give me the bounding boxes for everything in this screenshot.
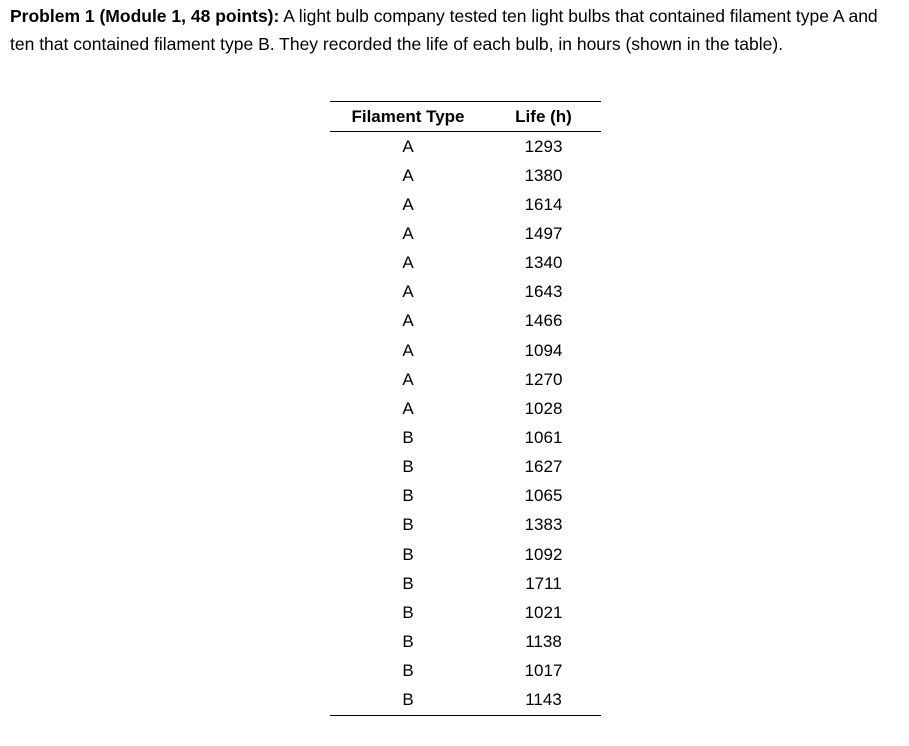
problem-text: A light bulb company tested ten light bulbs that contained filament type A and ten that contained filament type B. They recorded the life of each bulb, in hours (shown in the table). [10,6,878,54]
table-row [330,598,601,627]
table-row [330,307,601,336]
cell-life: 1017 [524,661,563,681]
cell-filament-type: B [402,544,414,564]
cell-filament-type: B [402,486,414,506]
cell-filament-type: B [330,686,486,716]
cell-life: 1143 [486,686,601,716]
header-life: Life (h) [486,102,601,132]
cell-life: 1627 [524,457,563,477]
cell-life: 1293 [524,136,563,156]
cell-filament-type: A [402,398,414,418]
table-row [330,569,601,598]
cell-filament-type: A [402,165,414,185]
cell-filament-type: B [402,515,414,535]
cell-life: 1092 [524,544,563,564]
cell-life: 1614 [524,194,563,214]
cell-filament-type: A [402,194,414,214]
header-filament-type: Filament Type [330,102,486,132]
cell-filament-type: A [402,311,414,331]
cell-life: 1021 [524,602,563,622]
table-row [330,482,601,511]
table-row [330,336,601,365]
cell-life: 1340 [524,253,563,273]
problem-heading: Problem 1 (Module 1, 48 points): [10,6,280,26]
cell-life: 1061 [524,427,563,447]
table-body [330,132,601,716]
cell-life: 1270 [524,369,563,389]
table-row [330,161,601,190]
cell-filament-type: B [402,661,414,681]
table-row [330,657,601,686]
table-row [330,686,601,716]
cell-filament-type: A [402,136,414,156]
table-row [330,190,601,219]
cell-life: 1065 [524,486,563,506]
cell-filament-type: B [402,573,414,593]
table-row [330,132,601,162]
cell-life: 1028 [524,398,563,418]
cell-filament-type: A [402,369,414,389]
table-row [330,278,601,307]
table-row [330,423,601,452]
cell-filament-type: B [402,631,414,651]
cell-filament-type: A [402,253,414,273]
cell-filament-type: B [402,602,414,622]
cell-life: 1138 [525,631,562,651]
cell-life: 1466 [524,311,563,331]
table-header-row [330,102,601,132]
table-row [330,540,601,569]
table-row [330,219,601,248]
cell-filament-type: B [402,457,414,477]
table-row [330,453,601,482]
cell-life: 1383 [524,515,563,535]
cell-life: 1094 [524,340,563,360]
filament-life-table [330,101,601,716]
cell-life: 1711 [525,573,562,593]
cell-life: 1380 [524,165,563,185]
table-row [330,394,601,423]
table-row [330,627,601,656]
cell-filament-type: A [402,223,414,243]
problem-statement [10,2,900,58]
table-row [330,511,601,540]
cell-life: 1497 [524,223,563,243]
table-row [330,249,601,278]
cell-filament-type: B [402,427,414,447]
cell-filament-type: A [402,340,414,360]
cell-life: 1643 [524,282,563,302]
cell-filament-type: A [402,282,414,302]
table-row [330,365,601,394]
